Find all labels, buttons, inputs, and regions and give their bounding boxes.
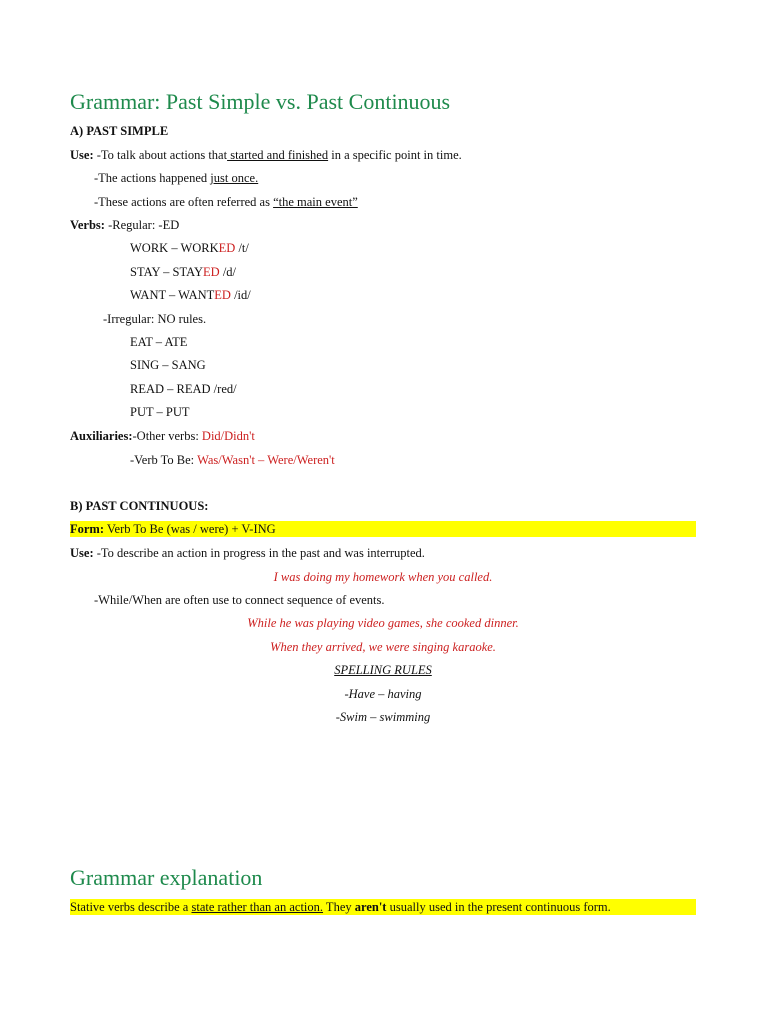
- irregular-example: SING – SANG: [130, 358, 206, 372]
- regular-example: [130, 240, 249, 256]
- reg-base: STAY – STAY: [130, 265, 204, 279]
- reg-ed: ED: [203, 265, 220, 279]
- use-b-label: Use:: [70, 546, 94, 560]
- regular-example: [130, 264, 236, 280]
- irregular-example: PUT – PUT: [130, 405, 190, 419]
- verbs-line: [70, 217, 179, 233]
- aux2-red: Was/Wasn't – Were/Weren't: [197, 453, 335, 467]
- example-sentence: While he was playing video games, she cooked dinner.: [247, 616, 519, 630]
- explanation-part: usually used in the present continuous form.: [386, 900, 611, 914]
- reg-sound: /id/: [230, 288, 251, 302]
- use2-underlined: just once.: [210, 171, 259, 185]
- use3-text: -These actions are often referred as: [94, 195, 274, 209]
- use-line-1: [70, 147, 462, 163]
- explanation-bold: aren't: [354, 900, 387, 914]
- verbs-label: Verbs:: [70, 218, 105, 232]
- form-text: Verb To Be (was / were) + V-ING: [104, 522, 276, 536]
- use2-text: -The actions happened: [94, 171, 211, 185]
- aux-red: Did/Didn't: [201, 429, 255, 443]
- reg-sound: /t/: [235, 241, 249, 255]
- use3-underlined: “the main event”: [273, 195, 358, 209]
- use-line-2: [94, 170, 258, 186]
- reg-base: WORK – WORK: [130, 241, 219, 255]
- while-line: -While/When are often use to connect sequence of events.: [94, 593, 385, 607]
- explanation-part: Stative verbs describe a: [70, 900, 192, 914]
- explanation-title: Grammar explanation: [70, 865, 263, 890]
- explanation-underlined: state rather than an action.: [191, 900, 324, 914]
- page-title: Grammar: Past Simple vs. Past Continuous: [70, 89, 451, 114]
- spelling-example: -Have – having: [344, 687, 422, 701]
- form-label: Form:: [70, 522, 105, 536]
- use-b-line: [70, 545, 425, 561]
- example-sentence: When they arrived, we were singing karaoke.: [270, 640, 496, 654]
- use-label: Use:: [70, 148, 94, 162]
- aux2-text: -Verb To Be:: [130, 453, 198, 467]
- reg-ed: ED: [214, 288, 231, 302]
- explanation-part: They: [323, 900, 355, 914]
- irregular-example: READ – READ /red/: [130, 382, 237, 396]
- reg-ed: ED: [218, 241, 236, 255]
- verbs-regular: -Regular: -ED: [104, 218, 180, 232]
- reg-sound: /d/: [219, 265, 237, 279]
- section-b-heading: B) PAST CONTINUOUS:: [70, 499, 209, 513]
- use-text-underlined: started and finished: [227, 148, 329, 162]
- section-a-heading: A) PAST SIMPLE: [70, 124, 169, 138]
- use-text-a: -To talk about actions that: [93, 148, 228, 162]
- aux-text: -Other verbs:: [132, 429, 202, 443]
- use-b-text: -To describe an action in progress in the past and was interrupted.: [93, 546, 425, 560]
- form-line: [70, 521, 276, 537]
- example-sentence: I was doing my homework when you called.: [273, 570, 493, 584]
- use-line-3: [94, 194, 358, 210]
- irregular-example: EAT – ATE: [130, 335, 188, 349]
- reg-base: WANT – WANT: [130, 288, 215, 302]
- spelling-example: -Swim – swimming: [335, 710, 431, 724]
- irregular-line: -Irregular: NO rules.: [103, 312, 207, 326]
- aux-line-2: [130, 452, 335, 468]
- aux-line-1: [70, 428, 255, 444]
- aux-label: Auxiliaries:: [70, 429, 133, 443]
- explanation-text: [70, 899, 611, 915]
- use-text-b: in a specific point in time.: [328, 148, 462, 162]
- regular-example: [130, 287, 251, 303]
- spelling-title: SPELLING RULES: [334, 663, 432, 677]
